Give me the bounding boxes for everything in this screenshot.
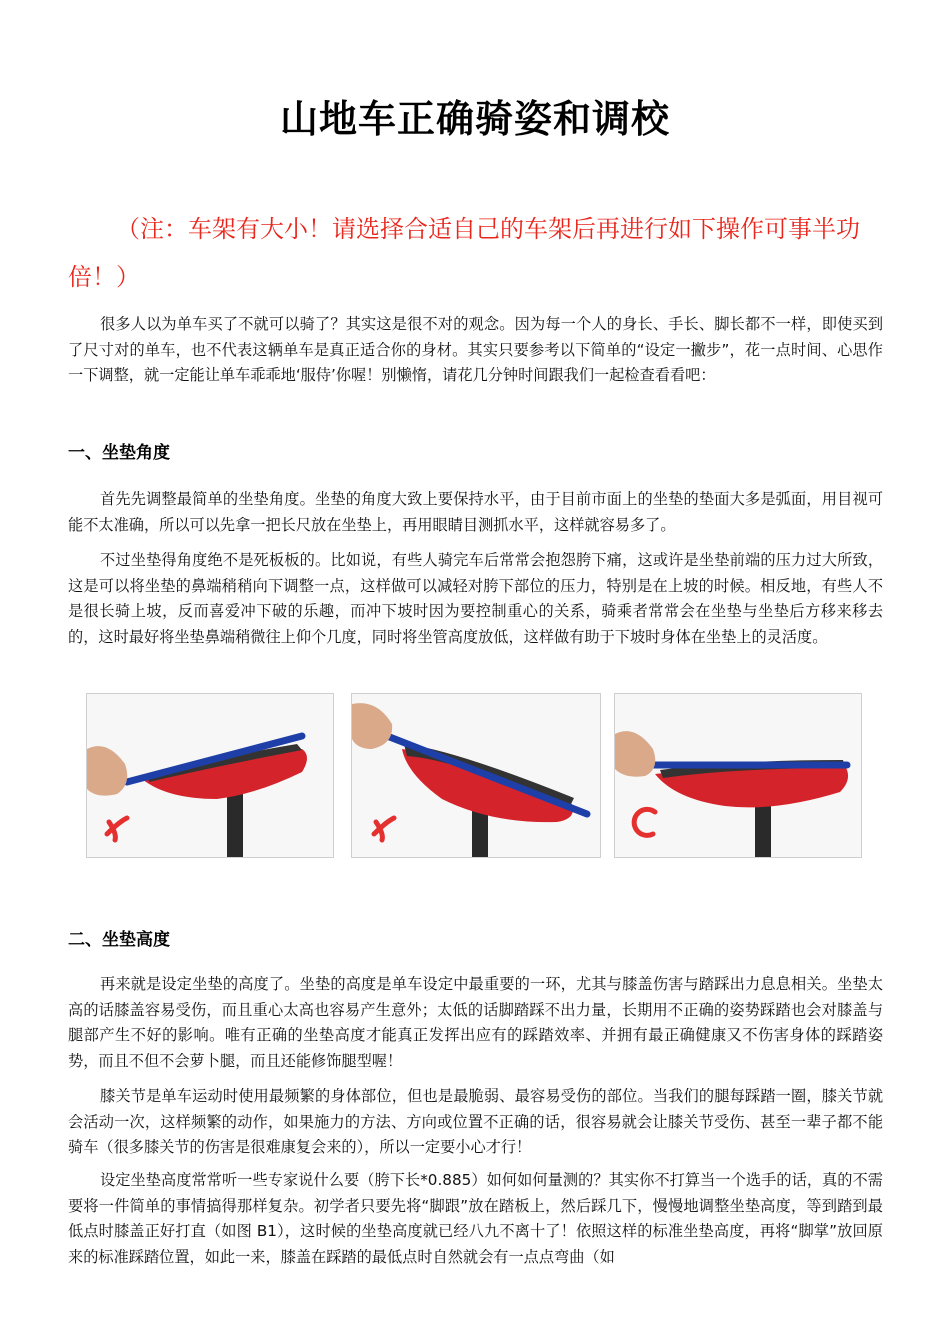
saddle-height-paragraph-3: 设定坐垫高度常常听一些专家说什么要（胯下长*0.885）如何如何量测的？其实你不打算当一个选手的话，真的不需要将一件简单的事情搞得那样复杂。初学者只要先将“脚跟”放在踏板上，然后踩几下，慢慢地调整坐垫高度，等到踏到最低点时膝盖正好打直（如图 B1），这时候的坐垫高度就已经八九不离十了！依照这样的标准坐垫高度，再将“脚掌”放回原来的标准踩踏位置，如此一来，膝盖在踩踏的最低点时自然就会有一点点弯曲（如 — [68, 1171, 883, 1266]
page-title: 山地车正确骑姿和调校 — [279, 97, 670, 141]
saddle-figure-wrong-1 — [86, 693, 334, 858]
saddle-figure-correct — [614, 693, 862, 858]
saddle-height-paragraph-1: 再来就是设定坐垫的高度了。坐垫的高度是单车设定中最重要的一环，尤其与膝盖伤害与踏踩出力息息相关。坐垫太高的话膝盖容易受伤，而且重心太高也容易产生意外；太低的话脚踏踩不出力量，长期用不正确的姿势踩踏也会对膝盖与腿部产生不好的影响。唯有正确的坐垫高度才能真正发挥出应有的踩踏效率、并拥有最正确健康又不伤害身体的踩踏姿势，而且不但不会萝卜腿，而且还能修饰腿型喔！ — [68, 975, 883, 1070]
saddle-height-paragraph-2: 膝关节是单车运动时使用最频繁的身体部位，但也是最脆弱、最容易受伤的部位。当我们的腿每踩踏一圈，膝关节就会活动一次，这样频繁的动作，如果施力的方法、方向或位置不正确的话，很容易就会让膝关节受伤、甚至一辈子都不能骑车（很多膝关节的伤害是很难康复会来的），所以一定要小心才行！ — [68, 1087, 883, 1156]
saddle-angle-paragraph-1: 首先先调整最简单的坐垫角度。坐垫的角度大致上要保持水平，由于目前市面上的坐垫的垫面大多是弧面，用目视可能不太准确，所以可以先拿一把长尺放在坐垫上，再用眼睛目测抓水平，这样就容易多了。 — [68, 490, 883, 534]
section-heading-saddle-height: 二、坐垫高度 — [68, 930, 170, 950]
seatpost — [227, 789, 243, 857]
red-note: （注：车架有大小！请选择合适自己的车架后再进行如下操作可事半功倍！） — [68, 215, 860, 291]
section-heading-saddle-angle: 一、坐垫角度 — [68, 443, 170, 463]
saddle-angle-paragraph-2: 不过坐垫得角度绝不是死板板的。比如说，有些人骑完车后常常会抱怨胯下痛，这或许是坐垫前端的压力过大所致，这是可以将坐垫的鼻端稍稍向下调整一点，这样做可以减轻对胯下部位的压力，特别是在上坡的时候。相反地，有些人不是很长骑上坡，反而喜爱冲下破的乐趣，而冲下坡时因为要控制重心的关系，骑乘者常常会在坐垫与坐垫后方移来移去的，这时最好将坐垫鼻端稍微往上仰个几度，同时将坐管高度放低，这样做有助于下坡时身体在坐垫上的灵活度。 — [68, 551, 883, 646]
saddle-figure-wrong-2 — [351, 693, 601, 858]
intro-paragraph: 很多人以为单车买了不就可以骑了？其实这是很不对的观念。因为每一个人的身长、手长、脚长都不一样，即使买到了尺寸对的单车，也不代表这辆单车是真正适合你的身材。其实只要参考以下简单的“设定一撇步”，花一点时间、心思作一下调整，就一定能让单车乖乖地‘服侍’你喔！别懒惰，请花几分钟时间跟我们一起检查看看吧： — [68, 315, 883, 384]
